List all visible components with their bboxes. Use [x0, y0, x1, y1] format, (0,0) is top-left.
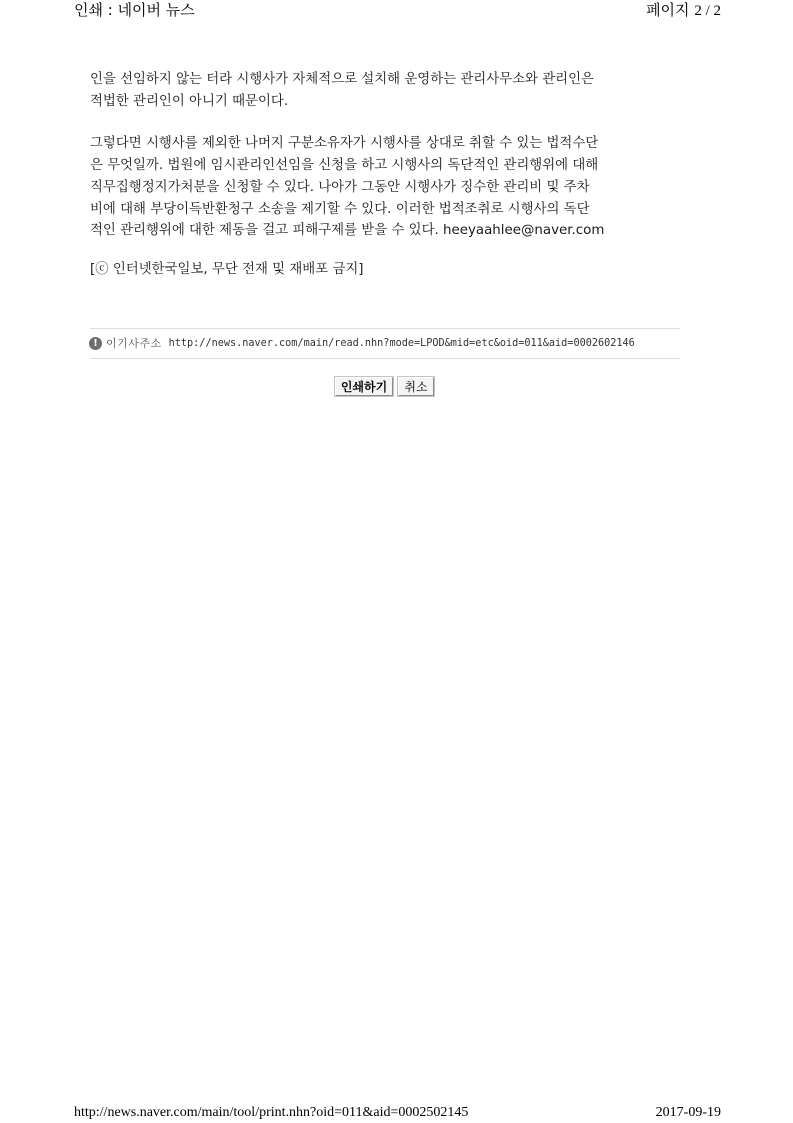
divider-bottom [90, 358, 680, 359]
page-number: 2 / 2 [694, 3, 721, 19]
print-footer-date: 2017-09-19 [655, 1105, 721, 1120]
article-line: 인을 선임하지 않는 터라 시행사가 자체적으로 설치해 운영하는 관리사무소와 관리인은 [90, 72, 594, 87]
page-label: 페이지 [646, 1, 690, 19]
divider-top [90, 328, 680, 329]
article-line: 비에 대해 부당이득반환청구 소송을 제기할 수 있다. 이러한 법적조취로 시행사의 독단 [90, 201, 590, 217]
print-header-title: 인쇄 : 네이버 뉴스 [74, 1, 195, 19]
article-line: 적인 관리행위에 대한 제동을 걸고 피해구제를 받을 수 있다. heeyaahlee@naver.com [90, 223, 605, 239]
print-footer-url: http://news.naver.com/main/tool/print.nhn?oid=011&aid=0002502145 [74, 1105, 469, 1120]
article-line: 적법한 관리인이 아니기 때문이다. [90, 93, 289, 109]
article-url-row [89, 335, 635, 351]
article-line: 은 무엇일까. 법원에 임시관리인선임을 신청을 하고 시행사의 독단적인 관리행위에 대해 [90, 158, 599, 174]
copyright-notice: [ⓒ 인터넷한국일보, 무단 전재 및 재배포 금지] [90, 262, 364, 277]
print-button[interactable]: 인쇄하기 [335, 377, 393, 396]
article-line: 직무집행정지가처분을 신청할 수 있다. 나아가 그동안 시행사가 징수한 관리비 및 주차 [90, 179, 590, 195]
article-url-label: 이기사주소 [106, 337, 162, 350]
article-line: 그렇다면 시행사를 제외한 나머지 구분소유자가 시행사를 상대로 취할 수 있는 법적수단 [90, 136, 599, 152]
info-icon: ! [89, 337, 102, 350]
print-header-page [646, 0, 721, 21]
cancel-button[interactable]: 취소 [398, 377, 434, 396]
article-body [90, 69, 690, 242]
article-url-link[interactable]: http://news.naver.com/main/read.nhn?mode=LPOD&mid=etc&oid=011&aid=0002602146 [168, 337, 635, 349]
